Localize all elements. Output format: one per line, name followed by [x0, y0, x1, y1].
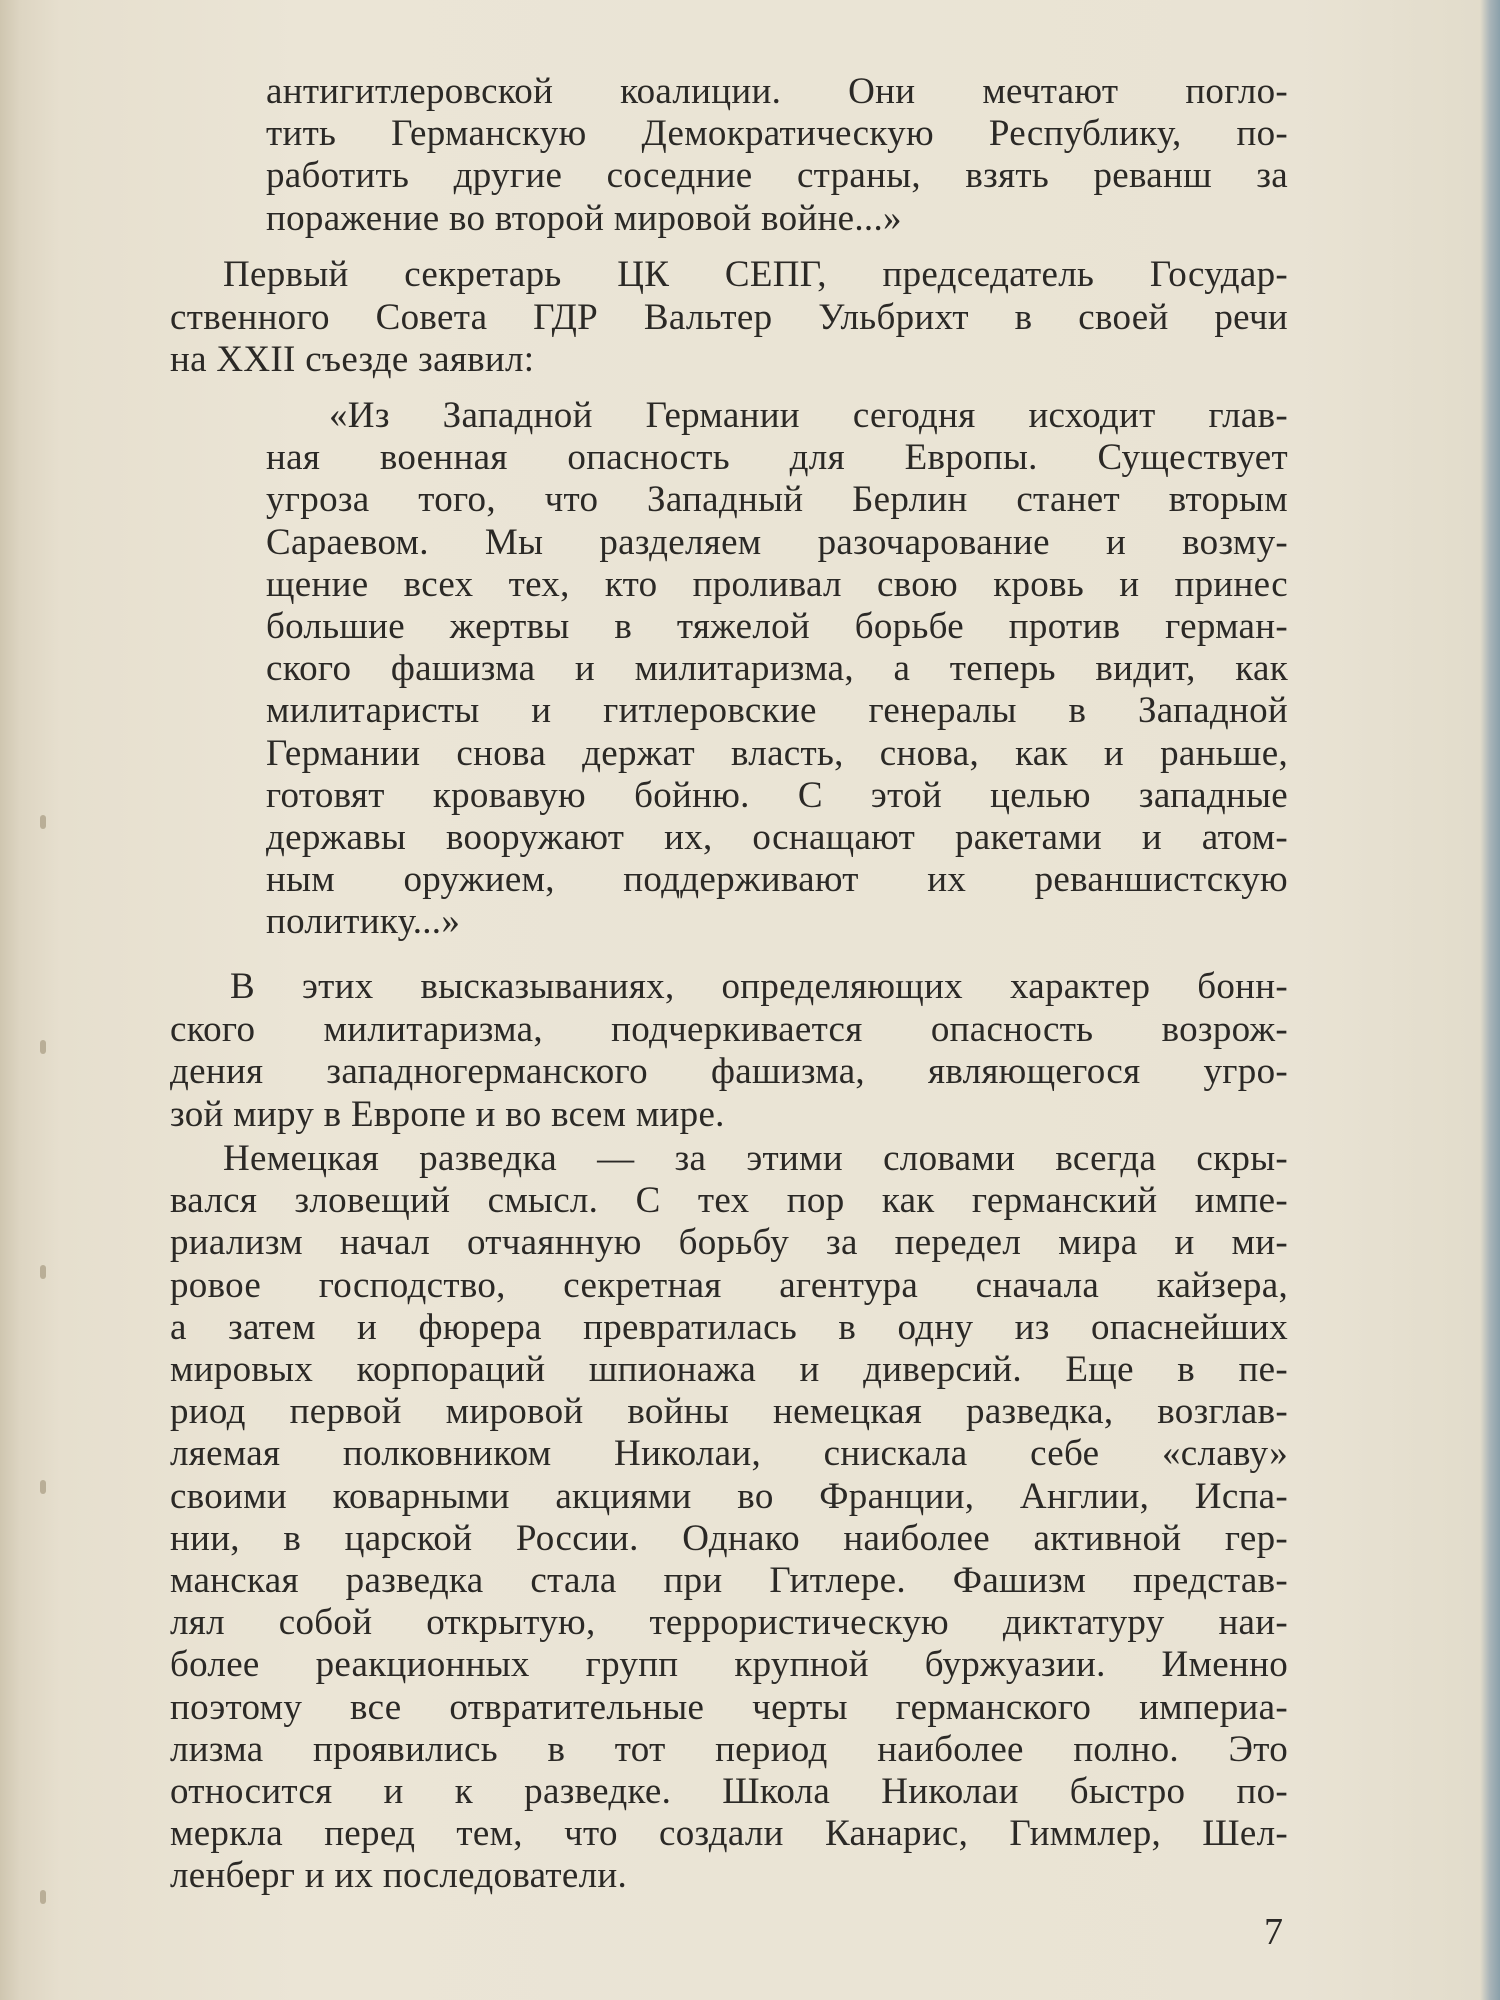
text-line: милитаристы и гитлеровские генералы в Западной [266, 690, 1288, 731]
binding-stitch [40, 1890, 46, 1904]
text-line: «Из Западной Германии сегодня исходит глав- [329, 395, 1288, 436]
text-line: тить Германскую Демократическую Республику, по- [266, 113, 1288, 154]
text-line: ным оружием, поддерживают их реваншистскую [266, 859, 1288, 900]
binding-stitch [40, 815, 46, 829]
binding-stitch [40, 1265, 46, 1279]
text-line: более реакционных групп крупной буржуазии. Именно [170, 1644, 1288, 1685]
text-line: манская разведка стала при Гитлере. Фашизм представ- [170, 1560, 1288, 1601]
text-line: Сараевом. Мы разделяем разочарование и возму- [266, 522, 1288, 563]
text-line: политику...» [266, 901, 461, 942]
text-line: относится и к разведке. Школа Николаи быстро по- [170, 1771, 1288, 1812]
text-line: поражение во второй мировой войне...» [266, 198, 902, 239]
text-line: зой миру в Европе и во всем мире. [170, 1094, 725, 1135]
binding-stitch [40, 1480, 46, 1494]
text-line: ровое господство, секретная агентура сначала кайзера, [170, 1265, 1288, 1306]
binding-stitch [40, 1040, 46, 1054]
text-line: работить другие соседние страны, взять реванш за [266, 155, 1288, 196]
text-line: В этих высказываниях, определяющих характер бонн- [230, 966, 1288, 1007]
text-line: риализм начал отчаянную борьбу за передел мира и ми- [170, 1222, 1288, 1263]
text-line: ственного Совета ГДР Вальтер Ульбрихт в своей речи [170, 297, 1288, 338]
text-line: большие жертвы в тяжелой борьбе против герман- [266, 606, 1288, 647]
text-line: Германии снова держат власть, снова, как и раньше, [266, 733, 1288, 774]
text-line: готовят кровавую бойню. С этой целью западные [266, 775, 1288, 816]
text-line: угроза того, что Западный Берлин станет вторым [266, 479, 1288, 520]
text-line: щение всех тех, кто проливал свою кровь и принес [266, 564, 1288, 605]
text-line: лял собой открытую, террористическую диктатуру наи- [170, 1602, 1288, 1643]
text-line: риод первой мировой войны немецкая разведка, возглав- [170, 1391, 1288, 1432]
text-line: державы вооружают их, оснащают ракетами и атом- [266, 817, 1288, 858]
text-line: на XXII съезде заявил: [170, 339, 535, 380]
text-line: вался зловещий смысл. С тех пор как германский импе- [170, 1180, 1288, 1221]
text-line: ная военная опасность для Европы. Существует [266, 437, 1288, 478]
text-line: антигитлеровской коалиции. Они мечтают погло- [266, 71, 1288, 112]
text-line: ленберг и их последователи. [170, 1855, 627, 1896]
text-line: ляемая полковником Николаи, снискала себе «славу» [170, 1433, 1288, 1474]
text-line: лизма проявились в тот период наиболее полно. Это [170, 1729, 1288, 1770]
text-line: меркла перед тем, что создали Канарис, Гиммлер, Шел- [170, 1813, 1288, 1854]
text-line: ского фашизма и милитаризма, а теперь видит, как [266, 648, 1288, 689]
text-line: поэтому все отвратительные черты германского империа- [170, 1687, 1288, 1728]
text-line: а затем и фюрера превратилась в одну из опаснейших [170, 1307, 1288, 1348]
text-line: дения западногерманского фашизма, являющегося угро- [170, 1051, 1288, 1092]
page-number: 7 [1264, 1911, 1283, 1953]
text-line: нии, в царской России. Однако наиболее активной гер- [170, 1518, 1288, 1559]
text-line: мировых корпораций шпионажа и диверсий. Еще в пе- [170, 1349, 1288, 1390]
text-line: Первый секретарь ЦК СЕПГ, председатель Государ- [223, 254, 1288, 295]
text-line: ского милитаризма, подчеркивается опасность возрож- [170, 1009, 1288, 1050]
text-line: Немецкая разведка — за этими словами всегда скры- [223, 1138, 1288, 1179]
text-line: своими коварными акциями во Франции, Англии, Испа- [170, 1476, 1288, 1517]
